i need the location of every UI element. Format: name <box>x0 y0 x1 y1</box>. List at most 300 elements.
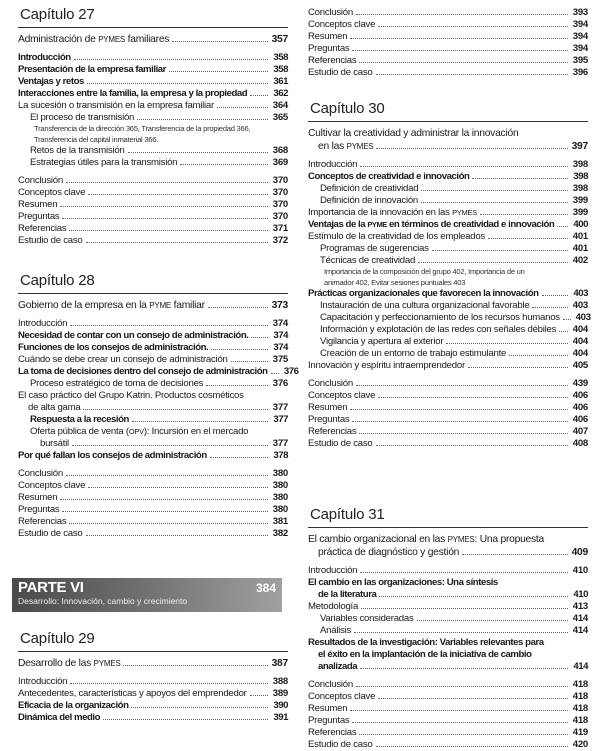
toc-entry[interactable] <box>308 183 588 195</box>
toc-entry[interactable] <box>18 450 288 462</box>
entry-line <box>308 390 588 402</box>
entry-line <box>18 354 288 366</box>
entry-page: 376 <box>283 366 299 377</box>
entry-page: 375 <box>272 354 288 365</box>
toc-entry[interactable] <box>18 414 288 426</box>
toc-entry[interactable] <box>18 676 288 688</box>
toc-entry[interactable] <box>308 7 588 19</box>
entry-page: 374 <box>272 318 288 329</box>
toc-entry[interactable] <box>18 112 288 124</box>
entry-title: Conceptos de creatividad e innovación <box>308 171 470 182</box>
entry-line <box>30 414 288 426</box>
toc-entry[interactable] <box>18 354 288 366</box>
dot-leader <box>62 218 268 219</box>
entry-line <box>308 715 588 727</box>
entry-title: Conceptos clave <box>18 187 86 198</box>
dot-leader <box>60 206 268 207</box>
entry-page: 394 <box>572 31 588 42</box>
toc-entry[interactable] <box>308 637 588 673</box>
entry-line <box>320 183 588 195</box>
dot-leader <box>86 535 268 536</box>
entry-line <box>308 679 588 691</box>
toc-entry[interactable] <box>18 342 288 354</box>
chapter-29-tail <box>308 7 588 79</box>
entry-line <box>30 438 288 450</box>
toc-entry[interactable] <box>308 312 591 324</box>
toc-entry[interactable] <box>18 480 288 492</box>
entry-line <box>308 727 588 739</box>
toc-entry[interactable] <box>18 299 288 312</box>
entry-title: Cuándo se debe crear un consejo de administración <box>18 354 228 365</box>
entry-line <box>18 299 288 312</box>
toc-entry[interactable] <box>18 52 288 64</box>
heading-rule <box>18 293 288 294</box>
entry-page: 402 <box>572 255 588 266</box>
entry-line <box>320 255 588 267</box>
dot-leader <box>87 83 268 84</box>
toc-entry[interactable] <box>18 426 288 450</box>
entry-line <box>308 565 588 577</box>
part-label: PARTE VI <box>18 579 84 596</box>
chapter-30 <box>308 100 591 450</box>
toc-entry[interactable] <box>308 31 588 43</box>
entry-page: 380 <box>272 468 288 479</box>
dot-leader <box>468 367 568 368</box>
entry-line: Transferencia del capital inmaterial 366. <box>34 134 159 144</box>
dot-leader <box>251 337 268 338</box>
toc-entry[interactable] <box>308 159 588 171</box>
entry-line <box>18 492 288 504</box>
entry-line <box>30 145 288 157</box>
entry-line <box>308 426 588 438</box>
dot-leader <box>103 719 268 720</box>
dot-leader <box>180 164 268 165</box>
entry-line <box>320 348 588 360</box>
entry-title: Referencias <box>308 727 357 738</box>
entry-line <box>18 33 288 46</box>
entry-title: Desarrollo de las PYMES <box>18 658 121 669</box>
entry-title: Administración de PYMES familiares <box>18 34 170 45</box>
entry-title: bursátil <box>40 438 69 449</box>
entry-page: 410 <box>573 589 588 600</box>
entry-page: 409 <box>571 547 588 558</box>
entry-line: Cultivar la creatividad y administrar la innovación <box>308 128 519 139</box>
entry-page: 371 <box>272 223 288 234</box>
toc-entry[interactable] <box>18 187 288 199</box>
toc-entry[interactable] <box>18 211 288 223</box>
dot-leader <box>86 242 268 243</box>
entry-page: 373 <box>271 300 288 311</box>
toc-entry[interactable] <box>308 127 588 153</box>
entry-title: Estudio de caso <box>308 438 373 449</box>
toc-entry[interactable] <box>308 288 588 300</box>
dot-leader <box>376 74 568 75</box>
entry-page: 418 <box>572 703 588 714</box>
entry-page: 368 <box>272 145 288 156</box>
entry-page: 394 <box>572 19 588 30</box>
toc-entry[interactable] <box>18 33 288 46</box>
entry-line <box>308 219 588 231</box>
dot-leader <box>559 331 568 332</box>
entry-page: 357 <box>271 34 288 45</box>
toc-entry[interactable] <box>18 492 288 504</box>
entry-line <box>308 55 588 67</box>
dot-leader <box>206 385 268 386</box>
entry-page: 388 <box>272 676 288 687</box>
entry-line <box>18 211 288 223</box>
entry-page: 404 <box>572 324 588 335</box>
entry-line <box>308 67 588 79</box>
dot-leader <box>128 152 269 153</box>
toc-entry[interactable] <box>308 231 588 243</box>
entry-title: Referencias <box>308 426 357 437</box>
dot-leader <box>360 166 568 167</box>
entry-line <box>18 88 288 100</box>
toc-entry[interactable] <box>18 712 288 724</box>
entry-page: 380 <box>272 492 288 503</box>
entry-line <box>308 31 588 43</box>
toc-entry[interactable] <box>308 625 588 637</box>
entry-page: 387 <box>271 658 288 669</box>
dot-leader <box>563 319 571 320</box>
heading-rule <box>308 121 588 122</box>
entry-page: 406 <box>572 414 588 425</box>
entry-page: 361 <box>273 76 288 87</box>
entry-page: 370 <box>272 187 288 198</box>
chapter-31 <box>308 506 588 751</box>
toc-entry[interactable] <box>308 426 588 438</box>
entry-line <box>308 414 588 426</box>
toc-entry[interactable] <box>18 528 288 540</box>
dot-leader <box>352 50 568 51</box>
entry-page: 377 <box>272 402 288 413</box>
entry-title: Conclusión <box>18 468 63 479</box>
toc-entry[interactable] <box>18 688 288 700</box>
entry-line <box>308 7 588 19</box>
entry-line <box>18 76 288 88</box>
toc-entry[interactable] <box>308 348 588 360</box>
toc-entry[interactable] <box>308 691 588 703</box>
chapter-28 <box>18 272 299 540</box>
entry-page: 394 <box>572 43 588 54</box>
chapter-29 <box>18 630 288 724</box>
entry-title: de la literatura <box>318 589 377 600</box>
entry-line <box>308 402 588 414</box>
toc-entry[interactable] <box>308 207 588 219</box>
entry-page: 398 <box>572 159 588 170</box>
chapter-heading: Capítulo 27 <box>20 6 95 23</box>
entry-title: analizada <box>318 661 358 672</box>
entry-title: Programas de sugerencias <box>320 243 429 254</box>
toc-subtopics-note[interactable] <box>18 124 288 145</box>
entry-page: 374 <box>273 342 288 353</box>
toc-entry[interactable] <box>18 366 299 378</box>
dot-leader <box>421 190 568 191</box>
dot-leader <box>480 214 568 215</box>
toc-entry[interactable] <box>308 67 588 79</box>
toc-entry[interactable] <box>308 19 588 31</box>
entry-page: 406 <box>572 390 588 401</box>
toc-entry[interactable] <box>308 43 588 55</box>
toc-entry[interactable] <box>18 657 288 670</box>
toc-entry[interactable] <box>308 679 588 691</box>
toc-entry[interactable] <box>308 336 588 348</box>
entry-title: Creación de un entorno de trabajo estimulante <box>320 348 507 359</box>
entry-title: Análisis <box>320 625 352 636</box>
entry-title: Preguntas <box>308 715 350 726</box>
entry-line <box>308 231 588 243</box>
dot-leader <box>69 523 268 524</box>
entry-title: Referencias <box>308 55 357 66</box>
entry-line <box>308 601 588 613</box>
dot-leader <box>509 355 568 356</box>
dot-leader <box>417 620 568 621</box>
entry-page: 407 <box>572 426 588 437</box>
dot-leader <box>83 409 268 410</box>
dot-leader <box>352 722 568 723</box>
dot-leader <box>472 178 568 179</box>
dot-leader <box>532 307 568 308</box>
entry-line <box>18 187 288 199</box>
dot-leader <box>74 59 268 60</box>
dot-leader <box>131 707 268 708</box>
dot-leader <box>250 695 268 696</box>
entry-title: Información y explotación de las redes con señales débiles <box>320 324 557 335</box>
entry-title: Antecedentes, características y apoyos del emprendedor <box>18 688 247 699</box>
toc-entry[interactable] <box>18 199 288 211</box>
entry-line <box>18 402 288 414</box>
entry-title: El proceso de transmisión <box>30 112 135 123</box>
entry-line <box>18 235 288 247</box>
entry-page: 418 <box>572 715 588 726</box>
toc-entry[interactable] <box>18 235 288 247</box>
entry-title: Eficacia de la organización <box>18 700 129 711</box>
entry-title: Referencias <box>18 223 67 234</box>
entry-title: La toma de decisiones dentro del consejo de administración <box>18 366 268 377</box>
entry-page: 401 <box>572 243 588 254</box>
toc-entry[interactable] <box>18 378 288 390</box>
toc-entry[interactable] <box>308 577 588 601</box>
toc-right-column <box>308 0 591 750</box>
toc-entry[interactable] <box>308 727 588 739</box>
entry-title: Instauración de una cultura organizacional favorable <box>320 300 530 311</box>
entry-title: Introducción <box>18 52 71 63</box>
entry-line <box>308 360 588 372</box>
toc-subtopics-note[interactable] <box>308 267 588 288</box>
entry-title: Gobierno de la empresa en la PYME familiar <box>18 300 205 311</box>
entry-line <box>320 613 588 625</box>
entry-page: 365 <box>272 112 288 123</box>
toc-entry[interactable] <box>308 300 588 312</box>
toc-entry[interactable] <box>18 88 288 100</box>
heading-rule <box>308 527 588 528</box>
toc-entry[interactable] <box>18 100 288 112</box>
entry-line: Oferta pública de venta (OPV): Incursión en el mercado <box>30 426 249 437</box>
toc-entry[interactable] <box>18 157 288 169</box>
dot-leader <box>211 349 268 350</box>
entry-title: Ventajas y retos <box>18 76 84 87</box>
entry-line <box>308 546 588 559</box>
entry-title: Definición de innovación <box>320 195 418 206</box>
toc-entry[interactable] <box>308 703 588 715</box>
entry-title: Introducción <box>18 318 68 329</box>
entry-page: 358 <box>273 64 288 75</box>
dot-leader <box>172 41 267 42</box>
entry-line <box>308 438 588 450</box>
dot-leader <box>376 148 567 149</box>
entry-line <box>18 528 288 540</box>
toc-entry[interactable] <box>308 533 588 559</box>
toc-entry[interactable] <box>18 76 288 88</box>
entry-page: 382 <box>272 528 288 539</box>
entry-title: Referencias <box>18 516 67 527</box>
toc-entry[interactable] <box>308 219 588 231</box>
toc-entry[interactable] <box>18 468 288 480</box>
dot-leader <box>352 421 568 422</box>
dot-leader <box>208 307 268 308</box>
dot-leader <box>356 14 568 15</box>
dot-leader <box>359 734 568 735</box>
dot-leader <box>217 107 268 108</box>
entry-line <box>308 661 588 673</box>
entry-page: 414 <box>572 613 588 624</box>
entry-title: en las PYMES <box>318 141 374 152</box>
toc-entry[interactable] <box>18 700 288 712</box>
entry-title: Por qué fallan los consejos de administración <box>18 450 207 461</box>
entry-title: Metodología <box>308 601 359 612</box>
part-subtitle: Desarrollo: Innovación, cambio y crecimiento <box>18 596 188 606</box>
entry-line: animador 402, Evitar sesiones puntuales 403 <box>324 277 466 287</box>
toc-entry[interactable] <box>308 324 588 336</box>
entry-page: 401 <box>572 231 588 242</box>
dot-leader <box>432 250 568 251</box>
toc-entry[interactable] <box>308 378 588 390</box>
entry-title: Importancia de la innovación en las PYMES <box>308 207 477 218</box>
entry-page: 398 <box>572 183 588 194</box>
entry-line <box>308 378 588 390</box>
entry-page: 396 <box>572 67 588 78</box>
entry-line <box>320 336 588 348</box>
entry-title: Presentación de la empresa familiar <box>18 64 166 75</box>
toc-entry[interactable] <box>308 715 588 727</box>
entry-title: práctica de diagnóstico y gestión <box>318 547 460 558</box>
entry-title: Capacitación y perfeccionamiento de los recursos humanos <box>320 312 560 323</box>
entry-line <box>308 19 588 31</box>
toc-entry[interactable] <box>18 223 288 235</box>
dot-leader <box>379 596 568 597</box>
entry-page: 380 <box>272 504 288 515</box>
entry-line <box>18 688 288 700</box>
entry-title: Innovación y espíritu intraemprendedor <box>308 360 465 371</box>
toc-entry[interactable] <box>308 171 588 183</box>
entry-title: Conclusión <box>18 175 63 186</box>
entry-page: 399 <box>572 207 588 218</box>
entry-title: Funciones de los consejos de administración. <box>18 342 209 353</box>
dot-leader <box>354 632 568 633</box>
toc-entry[interactable] <box>308 414 588 426</box>
entry-title: Vigilancia y apertura al exterior <box>320 336 444 347</box>
toc-entry[interactable] <box>18 516 288 528</box>
dot-leader <box>376 746 568 747</box>
entry-line: El cambio en las organizaciones: Una síntesis <box>308 577 498 588</box>
toc-entry[interactable] <box>308 360 588 372</box>
toc-entry[interactable] <box>18 64 288 76</box>
entry-page: 403 <box>573 288 588 299</box>
toc-entry[interactable] <box>308 565 588 577</box>
dot-leader <box>210 457 268 458</box>
toc-entry[interactable] <box>308 402 588 414</box>
entry-title: Interacciones entre la familia, la empresa y la propiedad <box>18 88 248 99</box>
entry-line <box>18 318 288 330</box>
entry-title: Conclusión <box>308 679 353 690</box>
toc-entry[interactable] <box>308 613 588 625</box>
toc-entry[interactable] <box>308 195 588 207</box>
dot-leader <box>66 182 268 183</box>
entry-line <box>308 43 588 55</box>
entry-page: 408 <box>572 438 588 449</box>
entry-line <box>308 140 588 153</box>
entry-page: 405 <box>572 360 588 371</box>
toc-entry[interactable] <box>18 330 288 342</box>
entry-title: Resumen <box>308 31 348 42</box>
dot-leader <box>356 385 568 386</box>
toc-entry[interactable] <box>308 255 588 267</box>
toc-entry[interactable] <box>18 145 288 157</box>
entry-page: 403 <box>575 312 591 323</box>
entry-line: El caso práctico del Grupo Katrin. Productos cosméticos <box>18 390 244 401</box>
toc-entry[interactable] <box>18 504 288 516</box>
entry-line: El cambio organizacional en las PYMES: Una propuesta <box>308 534 545 545</box>
entry-line <box>308 739 588 751</box>
entry-title: Preguntas <box>18 504 60 515</box>
entry-page: 403 <box>572 300 588 311</box>
toc-entry[interactable] <box>308 739 588 751</box>
toc-entry[interactable] <box>18 318 288 330</box>
entry-page: 362 <box>273 88 288 99</box>
entry-title: Conceptos clave <box>18 480 86 491</box>
entry-title: Introducción <box>308 565 358 576</box>
dot-leader <box>88 487 268 488</box>
entry-title: Estudio de caso <box>308 739 373 750</box>
entry-title: Definición de creatividad <box>320 183 419 194</box>
entry-line <box>18 657 288 670</box>
entry-title: Preguntas <box>18 211 60 222</box>
entry-title: Estudio de caso <box>308 67 373 78</box>
entry-line <box>18 480 288 492</box>
entry-title: Estímulo de la creatividad de los empleados <box>308 231 485 242</box>
entry-line <box>18 516 288 528</box>
entry-line <box>18 712 288 724</box>
entry-page: 439 <box>572 378 588 389</box>
entry-line <box>18 175 288 187</box>
toc-entry[interactable] <box>308 438 588 450</box>
dot-leader <box>378 397 568 398</box>
toc-entry[interactable] <box>308 601 588 613</box>
entry-line <box>18 366 299 378</box>
toc-entry[interactable] <box>18 175 288 187</box>
entry-page: 381 <box>272 516 288 527</box>
toc-entry[interactable] <box>308 390 588 402</box>
entry-page: 374 <box>273 330 288 341</box>
entry-title: Proceso estratégico de toma de decisiones <box>30 378 204 389</box>
entry-page: 395 <box>572 55 588 66</box>
dot-leader <box>66 475 268 476</box>
heading-rule <box>18 651 288 652</box>
toc-entry[interactable] <box>18 390 288 414</box>
toc-entry[interactable] <box>308 55 588 67</box>
entry-title: de alta gama <box>28 402 81 413</box>
toc-entry[interactable] <box>308 243 588 255</box>
